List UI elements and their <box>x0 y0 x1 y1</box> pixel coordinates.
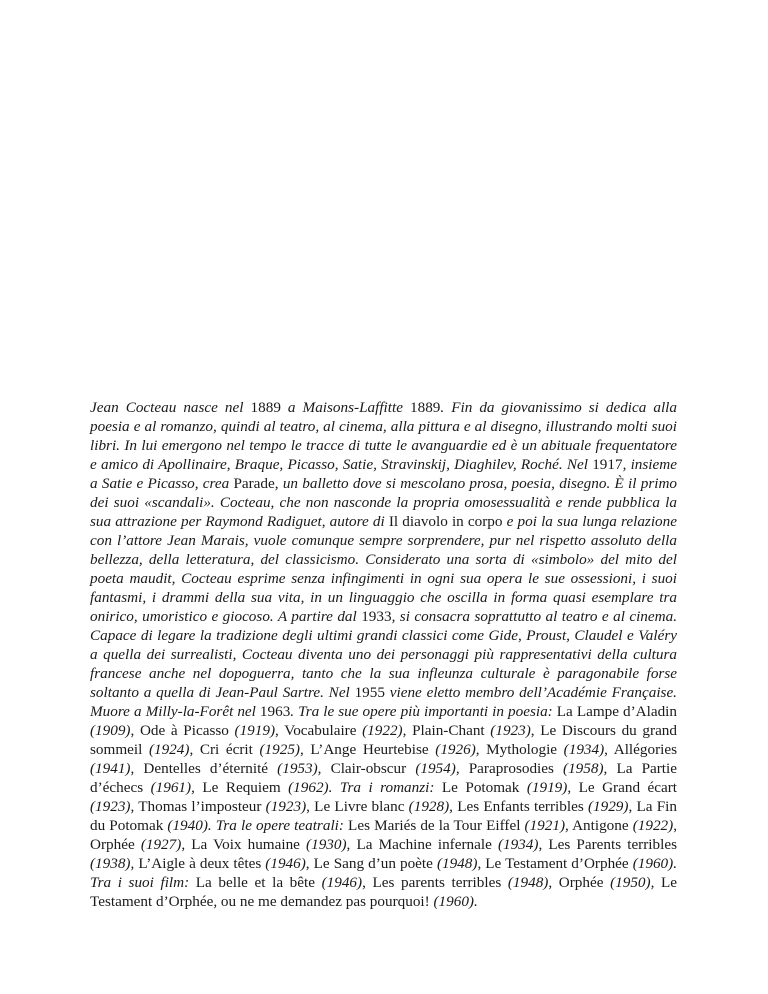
bio-italic-run: (1946) <box>265 855 306 872</box>
bio-italic-run: (1940) <box>167 817 208 834</box>
bio-roman-run: , Allégories <box>604 741 678 758</box>
bio-italic-run: (1922) <box>632 817 674 834</box>
bio-roman-run: , Orphée <box>548 874 611 891</box>
bio-italic-run: (1929) <box>587 798 629 815</box>
bio-italic-run: (1946) <box>321 874 363 891</box>
bio-roman-run: , La Voix humaine <box>181 836 307 853</box>
bio-roman-run: 1889 <box>410 399 441 416</box>
bio-italic-run: , insieme a Satie e Picasso, crea <box>90 456 677 492</box>
bio-roman-run: , Les Parents terribles <box>538 836 677 853</box>
bio-roman-run: 1963 <box>259 703 291 720</box>
bio-italic-run: (1948) <box>436 855 478 872</box>
bio-italic-run: (1934) <box>563 741 605 758</box>
bio-roman-run: , Antigone <box>565 817 633 834</box>
bio-italic-run: (1921) <box>524 817 566 834</box>
bio-italic-run: (1960) <box>433 893 474 910</box>
bio-roman-run: , Thomas l’imposteur <box>130 798 266 815</box>
bio-roman-run: , Clair-obscur <box>317 760 416 777</box>
bio-italic-run: (1934) <box>497 836 539 853</box>
bio-roman-run: , Le Grand écart <box>567 779 677 796</box>
bio-roman-run: , La Fin du Potomak <box>90 798 677 834</box>
bio-italic-run: (1923) <box>490 722 531 739</box>
bio-roman-run: , La Machine infernale <box>346 836 498 853</box>
bio-roman-run: , Les Enfants terribles <box>449 798 588 815</box>
bio-roman-run: 1955 <box>354 684 385 701</box>
bio-italic-run: e poi la sua lunga relazione con l’attore Jean Marais, vuole comunque sempre sorprendere, pur nel rispetto assoluto della bellezza, della letteratura, del classicismo. Considerato una sorta di «simbolo» del mito del poeta maudit, Cocteau esprime senza infingimenti in ogni sua opera le sue ossessioni, i suoi fantasmi, i drammi della sua vita, in un linguaggio che oscilla in forma quasi esemplare tra onirico, umoristico e giocoso. A partire dal <box>90 513 677 625</box>
bio-italic-run: (1925) <box>259 741 300 758</box>
bio-roman-run: , Le Sang d’un poète <box>305 855 437 872</box>
bio-roman-run: Le Potomak <box>441 779 527 796</box>
bio-italic-run: viene eletto membro dell’Académie Française. Muore a Milly-la-Forêt nel <box>90 684 677 720</box>
bio-roman-run: , Ode à Picasso <box>130 722 235 739</box>
bio-italic-run: (1930) <box>306 836 347 853</box>
bio-italic-run: (1924) <box>148 741 190 758</box>
bio-italic-run: (1909) <box>90 722 131 739</box>
bio-roman-run: , Mythologie <box>475 741 564 758</box>
bio-roman-run: , Paraprosodies <box>455 760 564 777</box>
bio-italic-run: (1938) <box>90 855 131 872</box>
bio-roman-run: Il diavolo in corpo <box>388 513 503 530</box>
bio-roman-run: La Lampe d’Aladin <box>556 703 677 720</box>
bio-roman-run: , L’Ange Heurtebise <box>299 741 436 758</box>
bio-italic-run: (1923) <box>90 798 131 815</box>
bio-roman-run: 1917 <box>592 456 623 473</box>
bio-italic-run: . Tra i romanzi: <box>328 779 442 796</box>
bio-italic-run: (1941) <box>90 760 131 777</box>
bio-italic-run: (1958) <box>563 760 604 777</box>
bio-roman-run: , Le Testament d’Orphée <box>477 855 633 872</box>
bio-italic-run: . Tra i suoi film: <box>90 855 677 891</box>
bio-italic-run: , si consacra soprattutto al teatro e al cinema. Capace di legare la tradizione degli ultimi grandi classici come Gide, Proust, Claudel e Valéry a quella dei surrealisti, Cocteau diventa uno dei personaggi più rappresentativi della cultura francese anche nel dopoguerra, tanto che la sua infleunza culturale è paragonabile forse soltanto a quella di Jean-Paul Sartre. Nel <box>90 608 677 701</box>
bio-roman-run: , Dentelles d’éternité <box>130 760 278 777</box>
bio-italic-run: (1960) <box>632 855 674 872</box>
bio-roman-run: 1889 <box>250 399 281 416</box>
bio-roman-run: La belle et la bête <box>195 874 322 891</box>
bio-italic-run: (1927) <box>140 836 182 853</box>
bio-italic-run: a Maisons-Laffitte <box>280 399 410 416</box>
bio-italic-run: . Tra le sue opere più importanti in poesia: <box>290 703 557 720</box>
bio-italic-run: (1923) <box>265 798 307 815</box>
bio-roman-run: 1933 <box>361 608 392 625</box>
bio-roman-run: , Plain-Chant <box>402 722 491 739</box>
bio-italic-run: (1953) <box>277 760 318 777</box>
author-biography-paragraph <box>90 398 677 911</box>
bio-roman-run: , Vocabulaire <box>275 722 363 739</box>
bio-roman-run: , Les parents terribles <box>362 874 508 891</box>
bio-italic-run: (1950) <box>610 874 651 891</box>
bio-roman-run: , L’Aigle à deux têtes <box>130 855 266 872</box>
bio-roman-run: , Orphée <box>90 817 677 853</box>
bio-roman-run: , Cri écrit <box>189 741 260 758</box>
bio-italic-run: (1961) <box>150 779 192 796</box>
bio-italic-run: (1922) <box>362 722 403 739</box>
bio-roman-run: , Le Testament d’Orphée, ou ne me demandez pas pourquoi! <box>90 874 678 910</box>
bio-italic-run: (1954) <box>415 760 456 777</box>
bio-roman-run: , La Partie d’échecs <box>90 760 677 796</box>
bio-italic-run: (1962) <box>288 779 329 796</box>
bio-italic-run: . Fin da giovanissimo si dedica alla poesia e al romanzo, quindi al teatro, al cinema, alla pittura e al disegno, illustrando molti suoi libri. In lui emergono nel tempo le tracce di tutte le avanguardie ed è un abituale frequentatore e amico di Apollinaire, Braque, Picasso, Satie, Stravinskij, Diaghilev, Roché. Nel <box>90 399 677 473</box>
bio-roman-run: , Le Discours du grand sommeil <box>90 722 677 758</box>
bio-italic-run: (1919) <box>526 779 568 796</box>
bio-italic-run: (1926) <box>435 741 476 758</box>
bio-italic-run: , un balletto dove si mescolano prosa, poesia, disegno. È il primo dei suoi «scandali». Cocteau, che non nasconde la propria omosessualità e rende pubblica la sua attrazione per Raymond Radiguet, autore di <box>90 475 678 530</box>
bio-roman-run: Les Mariés de la Tour Eiffel <box>348 817 525 834</box>
bio-roman-run: , Le Requiem <box>191 779 289 796</box>
bio-italic-run: (1948) <box>507 874 549 891</box>
bio-italic-run: . <box>474 893 478 910</box>
bio-italic-run: Jean Cocteau nasce nel <box>90 399 251 416</box>
bio-roman-run: , Le Livre blanc <box>306 798 409 815</box>
bio-roman-run: Parade <box>233 475 275 492</box>
bio-italic-run: (1919) <box>234 722 276 739</box>
bio-italic-run: (1928) <box>408 798 450 815</box>
bio-italic-run: . Tra le opere teatrali: <box>207 817 349 834</box>
